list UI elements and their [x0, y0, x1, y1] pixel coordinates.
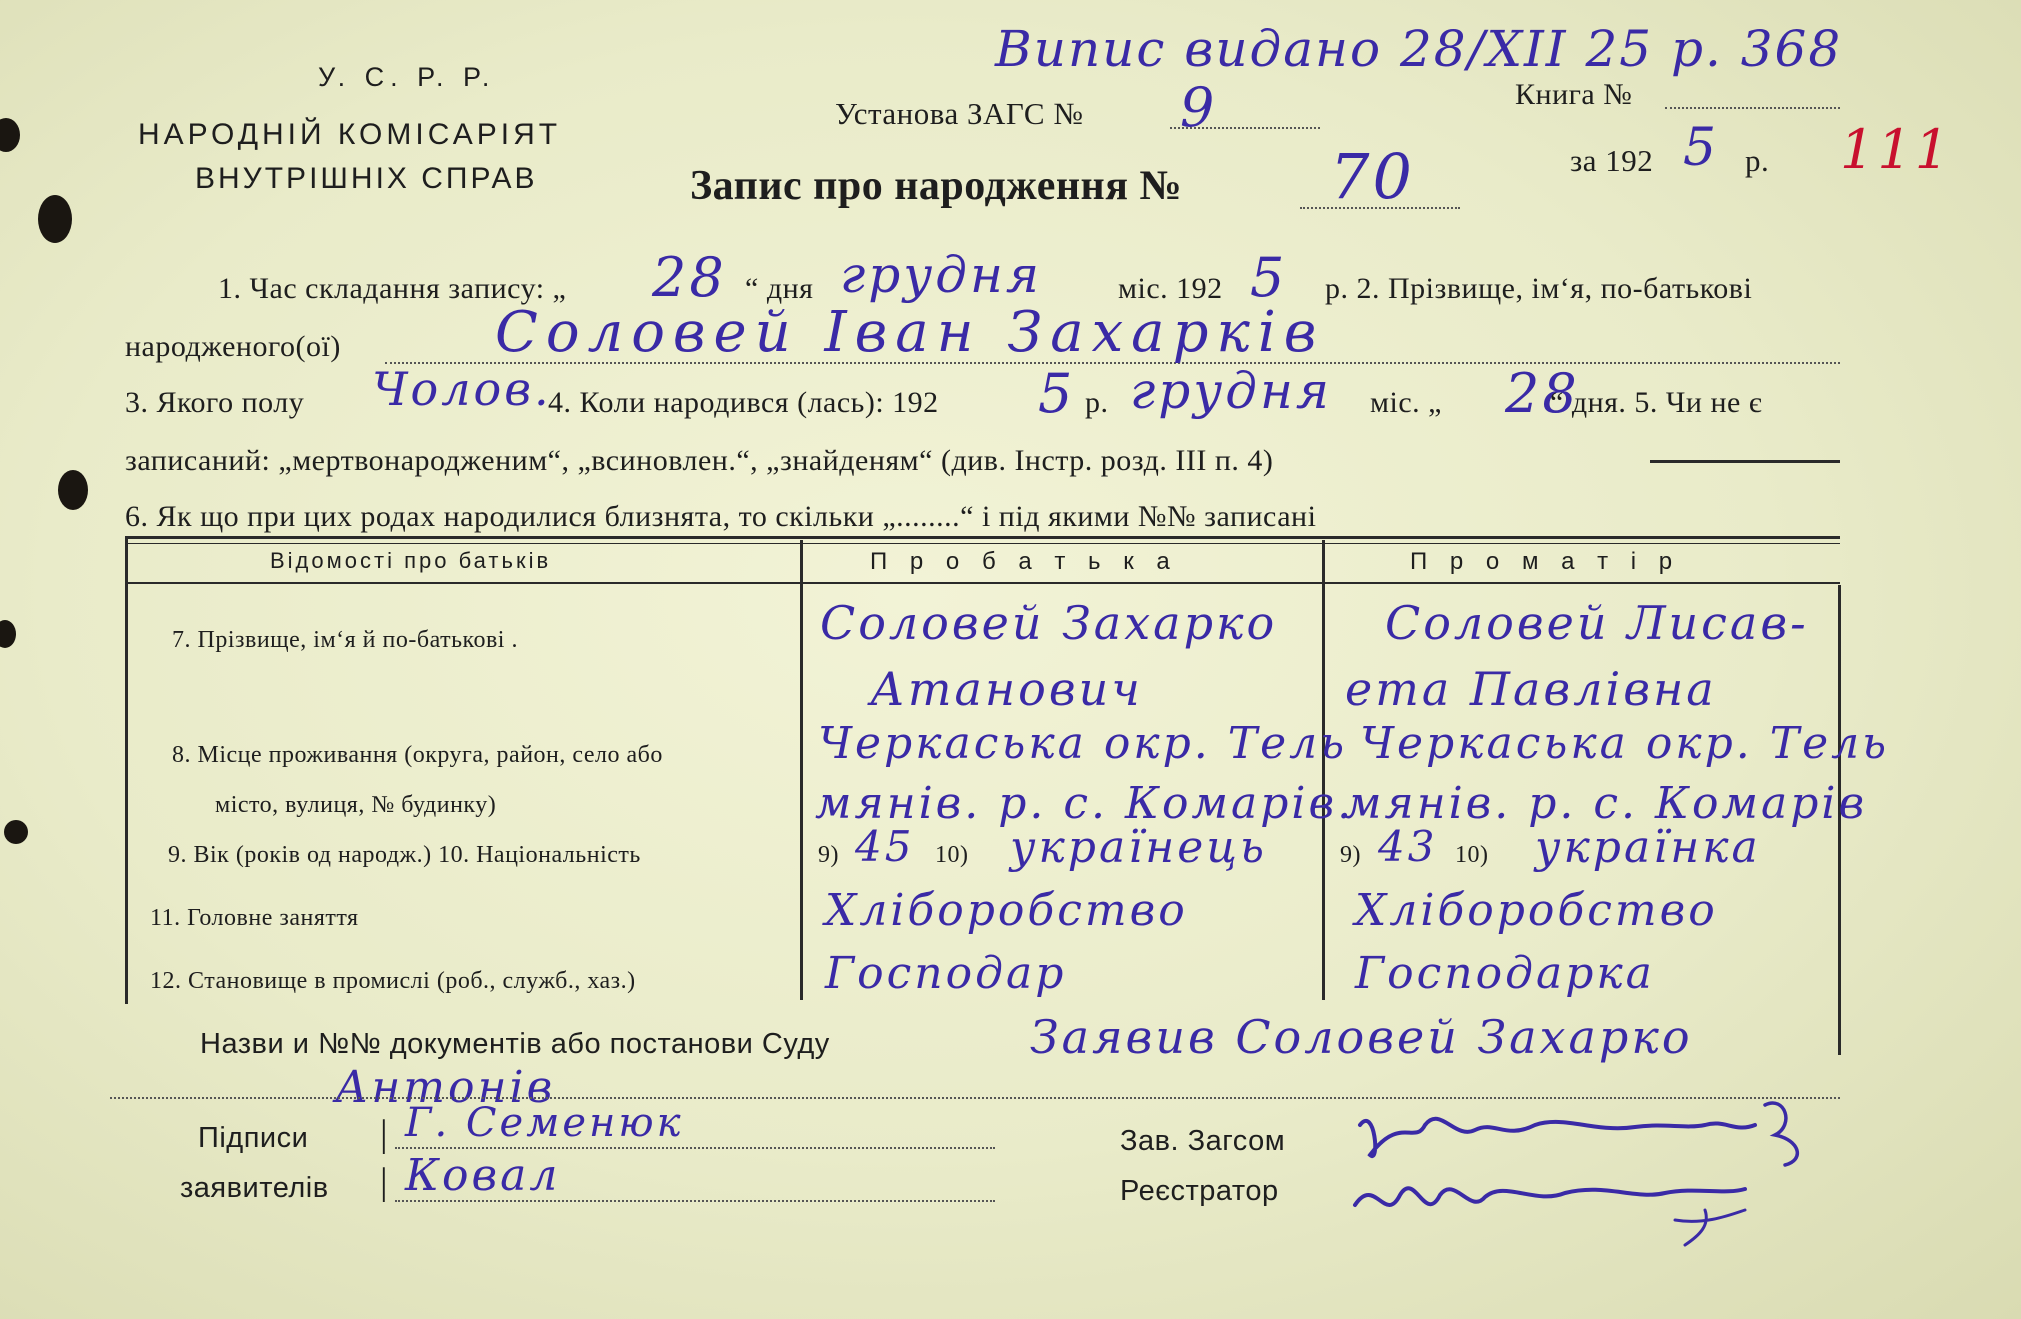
signature-bracket-1: | — [380, 1113, 389, 1155]
signature-line-2 — [395, 1198, 995, 1202]
docs-value-2: Антонів — [335, 1062, 556, 1113]
punch-hole-3 — [58, 470, 88, 510]
applicant-signature-2: Ковал — [405, 1150, 561, 1201]
row7-mother: Соловей Лисав- — [1385, 596, 1809, 650]
year-digit: 5 — [1683, 118, 1720, 178]
zags-label: Установа ЗАГС № — [835, 96, 1084, 131]
red-mark: 111 — [1840, 118, 1953, 181]
row9-father-age: 45 — [855, 822, 915, 871]
f5-label: записаний: „мертвонародженим“, „всиновлен.“, „знайденям“ (див. Інстр. розд. III п. 4) — [125, 444, 1274, 477]
f4-year-digit: 5 — [1038, 362, 1076, 425]
row12-father: Господар — [825, 948, 1067, 999]
row9-father-nat-label: 10) — [935, 842, 969, 868]
f1-year-prefix: міс. 192 — [1118, 272, 1223, 305]
punch-hole-5 — [4, 820, 28, 844]
f2-label: народженого(ої) — [125, 330, 341, 363]
f1-year-digit: 5 — [1250, 246, 1288, 309]
f4-month: грудня — [1130, 362, 1333, 420]
f3-label: 3. Якого полу — [125, 386, 305, 419]
row8-label: 8. Місце проживання (округа, район, село або — [172, 742, 663, 768]
row9-mother-nat: українка — [1535, 822, 1761, 873]
docs-value: Заявив Соловей Захарко — [1030, 1010, 1693, 1064]
row9-label: 9. Вік (років од народж.) 10. Національність — [168, 842, 641, 868]
record-number: 70 — [1330, 140, 1415, 213]
header-ussr: У. С. Р. Р. — [318, 62, 496, 92]
row9-mother-age-label: 9) — [1340, 842, 1361, 868]
signatures-label-1: Підписи — [198, 1122, 309, 1154]
zags-value: 9 — [1180, 76, 1218, 139]
applicant-signature-1: Г. Семенюк — [405, 1100, 684, 1146]
signatures-label-2: заявителів — [180, 1172, 329, 1204]
table-top-line-1 — [125, 536, 1840, 539]
f1-day-suffix: “ дня — [745, 272, 814, 305]
signature-bracket-2: | — [380, 1161, 389, 1203]
punch-hole-1 — [0, 118, 20, 152]
table-col-divider-1 — [800, 540, 803, 1000]
row11-label: 11. Головне заняття — [150, 905, 359, 931]
head-signature-scribble — [1345, 1085, 1845, 1255]
table-header-father: П р о б а т ь к а — [870, 548, 1178, 575]
table-left-border — [125, 536, 128, 1004]
f1-day: 28 — [652, 246, 727, 309]
row7-mother-2: ета Павлівна — [1345, 662, 1717, 716]
row8-label-2: місто, вулиця, № будинку) — [215, 792, 497, 818]
book-label: Книга № — [1515, 78, 1633, 111]
table-header-mother: П р о м а т і р — [1410, 548, 1681, 575]
f1-month: грудня — [840, 246, 1043, 304]
row9-mother-age: 43 — [1378, 822, 1438, 871]
registrar-label: Реєстратор — [1120, 1175, 1279, 1207]
row11-mother: Хліборобство — [1355, 885, 1718, 936]
record-number-underline — [1300, 205, 1460, 209]
f4-label: 4. Коли народився (лась): 192 — [548, 386, 939, 419]
table-col-divider-2 — [1322, 540, 1325, 1000]
year-label-prefix: за 192 — [1570, 143, 1654, 178]
f3-value: Чолов. — [372, 362, 552, 416]
f4-day: 28 — [1505, 362, 1580, 425]
f4-day-suffix: “ дня. 5. Чи не є — [1550, 386, 1763, 419]
f4-day-prefix: міс. „ — [1370, 386, 1442, 419]
f1-prefix: 1. Час складання запису: „ — [218, 272, 567, 305]
row11-father: Хліборобство — [825, 885, 1188, 936]
row9-mother-nat-label: 10) — [1455, 842, 1489, 868]
header-commissariat-line2: ВНУТРІШНІХ СПРАВ — [195, 162, 538, 195]
book-underline — [1665, 105, 1840, 109]
row8-mother-2: мянів. р. с. Комарів — [1345, 778, 1868, 829]
table-top-line-2 — [125, 543, 1840, 544]
row7-father: Соловей Захарко — [820, 596, 1278, 650]
signature-line-1 — [395, 1145, 995, 1149]
header-commissariat-line1: НАРОДНІЙ КОМІСАРІЯТ — [138, 118, 562, 151]
row8-mother: Черкаська окр. Тель — [1360, 718, 1890, 769]
punch-hole-2 — [38, 195, 72, 243]
row9-father-nat: українець — [1010, 822, 1267, 873]
row8-father: Черкаська окр. Тель — [818, 718, 1348, 769]
f4-year-suffix: р. — [1085, 386, 1109, 419]
f2-value: Соловей Іван Захарків — [495, 300, 1325, 365]
table-header-bottom — [125, 582, 1840, 584]
head-label: Зав. Загсом — [1120, 1125, 1286, 1157]
record-title: Запис про народження № — [690, 163, 1183, 209]
row12-mother: Господарка — [1355, 948, 1655, 999]
row9-father-age-label: 9) — [818, 842, 839, 868]
punch-hole-4 — [0, 620, 16, 648]
extract-note: Випис видано 28/XII 25 р. 368 — [995, 20, 1843, 78]
docs-label: Назви и №№ документів або постанови Суду — [200, 1028, 830, 1060]
table-header-info: Відомості про батьків — [270, 548, 552, 573]
f6-label: 6. Як що при цих родах народилися близнята, то скільки „........“ і під якими №№ записані — [125, 500, 1317, 533]
f5-dash — [1650, 460, 1840, 463]
row7-label: 7. Прізвище, ім‘я й по-батькові . — [172, 627, 518, 653]
row8-father-2: мянів. р. с. Комарів. — [815, 778, 1355, 829]
row7-father-2: Атанович — [870, 662, 1143, 716]
year-label-suffix: р. — [1745, 143, 1770, 178]
row12-label: 12. Становище в промислі (роб., служб., хаз.) — [150, 968, 636, 994]
f1-year-suffix: р. 2. Прізвище, ім‘я, по-батькові — [1325, 272, 1753, 305]
